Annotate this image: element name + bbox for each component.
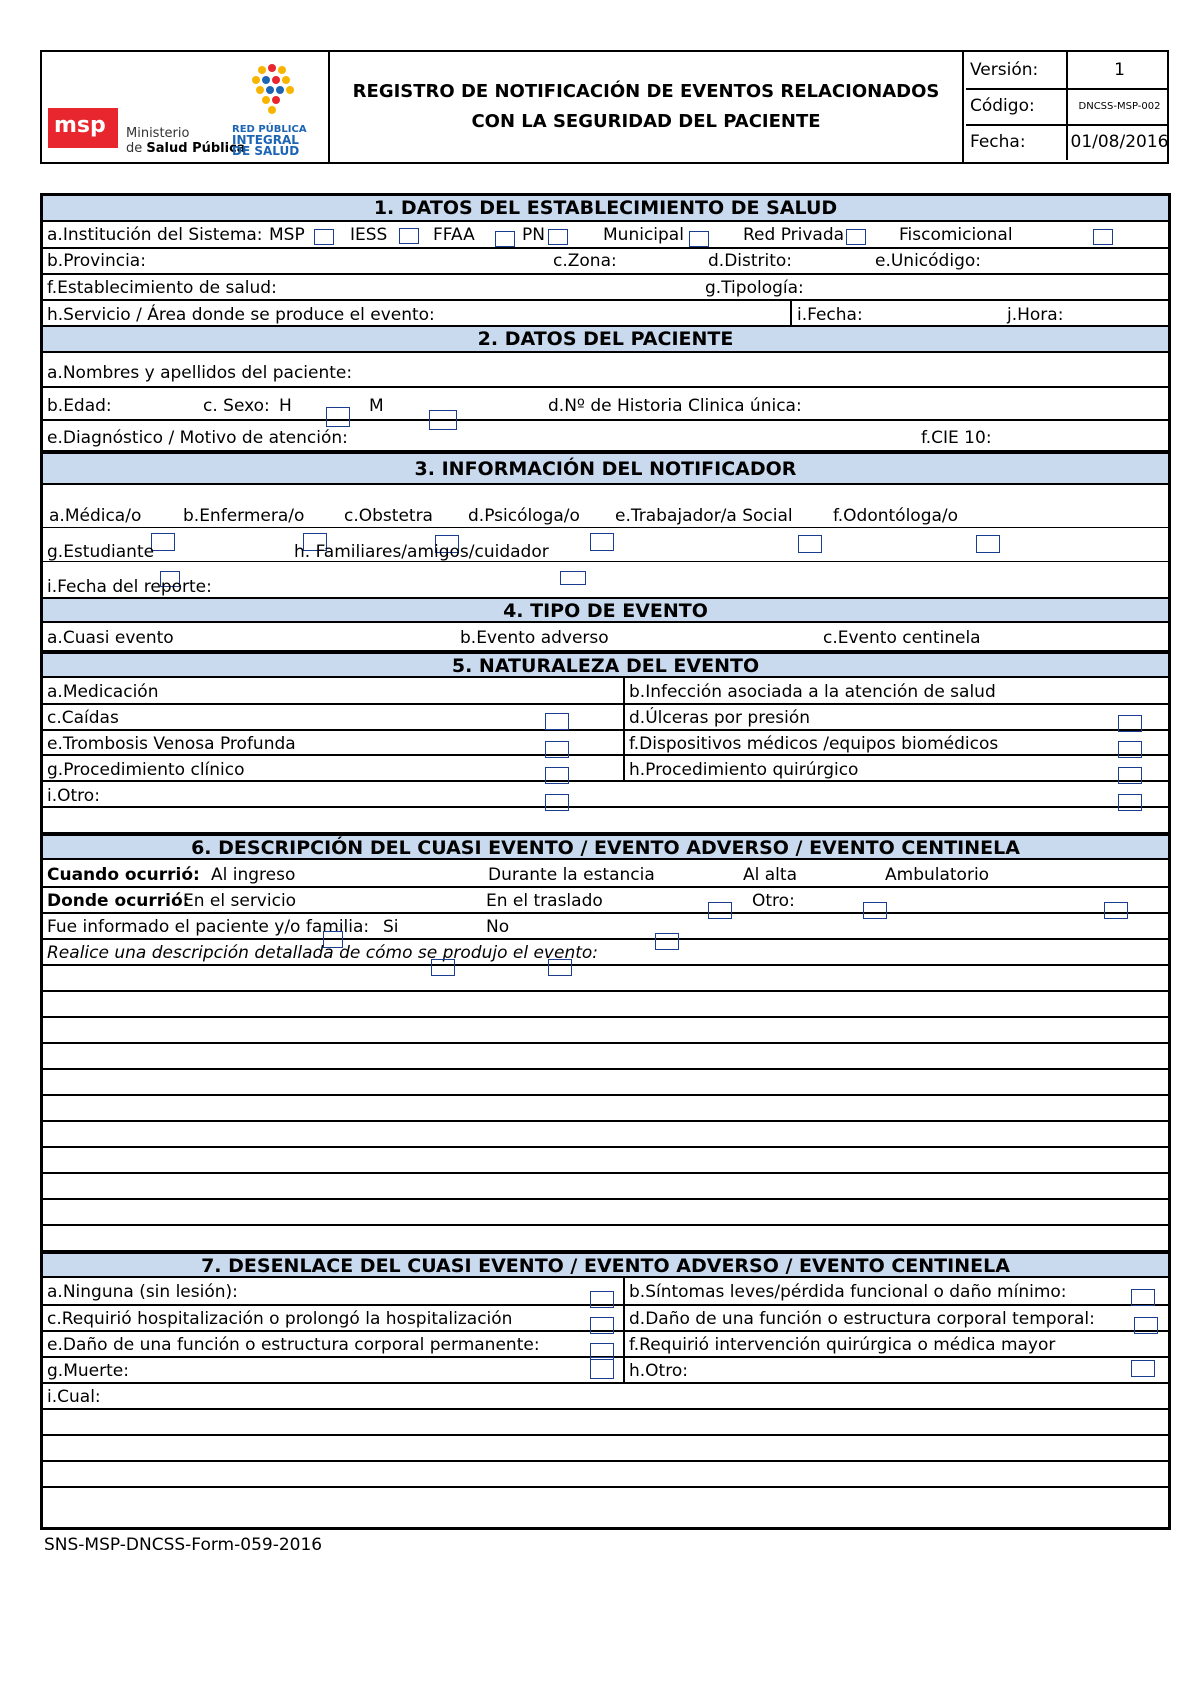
psicologa-label: d.Psicóloga/o xyxy=(468,506,580,526)
otro-desenlace-label: h.Otro: xyxy=(629,1361,688,1381)
cual-line-2[interactable] xyxy=(43,1434,1168,1462)
description-line-9[interactable] xyxy=(43,1172,1168,1200)
description-line-5[interactable] xyxy=(43,1068,1168,1096)
ulceras-label: d.Úlceras por presión xyxy=(629,708,811,728)
medica-label: a.Médica/o xyxy=(49,506,142,526)
sexo-h-label: H xyxy=(279,396,292,416)
fecha-label: i.Fecha: xyxy=(797,305,863,325)
establecimiento-label: f.Establecimiento de salud: xyxy=(47,278,277,298)
opt-iess-label: IESS xyxy=(350,225,388,245)
description-line-3[interactable] xyxy=(43,1016,1168,1044)
trombosis-label: e.Trombosis Venosa Profunda xyxy=(47,734,296,754)
section-4-header: 4. TIPO DE EVENTO xyxy=(43,597,1168,623)
nombres-label: a.Nombres y apellidos del paciente: xyxy=(47,363,353,383)
form-header xyxy=(40,50,1169,164)
trabajador-checkbox[interactable] xyxy=(798,535,822,553)
opt-pn-label: PN xyxy=(522,225,545,245)
opt-ffaa-checkbox[interactable] xyxy=(495,231,515,247)
description-line-4[interactable] xyxy=(43,1042,1168,1070)
fecha-reporte-label: i.Fecha del reporte: xyxy=(47,577,212,597)
description-line-1[interactable] xyxy=(43,964,1168,992)
muerte-checkbox[interactable] xyxy=(590,1357,614,1379)
sexo-label: c. Sexo: xyxy=(203,396,270,416)
zona-label: c.Zona: xyxy=(553,251,617,271)
red-line1: RED PÚBLICA xyxy=(232,124,307,135)
description-line-11[interactable] xyxy=(43,1224,1168,1252)
psicologa-checkbox[interactable] xyxy=(590,533,614,551)
row-fecha-reporte xyxy=(43,561,1168,597)
diagnostico-label: e.Diagnóstico / Motivo de atención: xyxy=(47,428,348,448)
edad-label: b.Edad: xyxy=(47,396,112,416)
servicio-label: h.Servicio / Área donde se produce el evento: xyxy=(47,305,435,325)
caidas-label: c.Caídas xyxy=(47,708,119,728)
red-publica-logo-icon xyxy=(242,60,302,118)
odontologa-checkbox[interactable] xyxy=(976,535,1000,553)
ministry-line2b: Salud Pública xyxy=(146,141,246,156)
cual-label: i.Cual: xyxy=(47,1387,101,1407)
permanente-label: e.Daño de una función o estructura corporal permanente: xyxy=(47,1335,540,1355)
infeccion-label: b.Infección asociada a la atención de salud xyxy=(629,682,996,702)
section-3-header: 3. INFORMACIÓN DEL NOTIFICADOR xyxy=(43,452,1168,485)
section-5-header: 5. NATURALEZA DEL EVENTO xyxy=(43,652,1168,678)
trabajador-label: e.Trabajador/a Social xyxy=(615,506,793,526)
row-naturaleza-otro xyxy=(43,780,1168,808)
al-ingreso-label: Al ingreso xyxy=(211,865,296,885)
row-naturaleza-1 xyxy=(43,678,1168,705)
adverso-label: b.Evento adverso xyxy=(460,628,609,648)
otro-donde-label: Otro: xyxy=(752,891,795,911)
red-line3: DE SALUD xyxy=(232,144,300,158)
row-naturaleza-blank xyxy=(43,806,1168,834)
cual-line-3[interactable] xyxy=(43,1460,1168,1488)
red-publica-text xyxy=(232,124,307,157)
ministry-name xyxy=(126,126,246,156)
opt-municipal-checkbox[interactable] xyxy=(689,231,709,247)
version-row xyxy=(966,52,1169,90)
opt-pn-checkbox[interactable] xyxy=(548,229,568,245)
procedimiento-label: g.Procedimiento clínico xyxy=(47,760,245,780)
en-servicio-label: En el servicio xyxy=(183,891,297,911)
si-label: Si xyxy=(383,917,399,937)
informado-label: Fue informado el paciente y/o familia: xyxy=(47,917,370,937)
dispositivos-label: f.Dispositivos médicos /equipos biomédicos xyxy=(629,734,999,754)
centinela-label: c.Evento centinela xyxy=(823,628,981,648)
cual-line-1[interactable] xyxy=(43,1408,1168,1436)
description-line-10[interactable] xyxy=(43,1198,1168,1226)
en-traslado-label: En el traslado xyxy=(486,891,603,911)
descripcion-label: Realice una descripción detallada de cómo se produjo el evento: xyxy=(47,943,599,963)
ambulatorio-label: Ambulatorio xyxy=(885,865,990,885)
date-row xyxy=(966,124,1169,160)
quirurgico-label: h.Procedimiento quirúrgico xyxy=(629,760,859,780)
section-2-header: 2. DATOS DEL PACIENTE xyxy=(43,327,1168,353)
medica-checkbox[interactable] xyxy=(151,533,175,551)
servicio-divider xyxy=(790,301,792,327)
ministry-line2 xyxy=(126,141,246,156)
opt-municipal-label: Municipal xyxy=(603,225,684,245)
notification-form xyxy=(40,193,1171,1530)
opt-msp-checkbox[interactable] xyxy=(314,229,334,245)
description-line-6[interactable] xyxy=(43,1094,1168,1122)
code-row xyxy=(966,88,1169,126)
estudiante-label: g.Estudiante xyxy=(47,542,155,562)
msp-logo-text: msp xyxy=(54,113,106,138)
no-label: No xyxy=(486,917,510,937)
cuando-label: Cuando ocurrió: xyxy=(47,865,200,885)
medicacion-checkbox[interactable] xyxy=(545,713,569,730)
sexo-m-label: M xyxy=(369,396,384,416)
msp-logo xyxy=(48,108,118,148)
cuasi-label: a.Cuasi evento xyxy=(47,628,174,648)
enfermera-label: b.Enfermera/o xyxy=(183,506,305,526)
cie-label: f.CIE 10: xyxy=(921,428,992,448)
code-label: Código: xyxy=(970,96,1035,116)
odontologa-label: f.Odontóloga/o xyxy=(833,506,959,526)
row-notificador-sep xyxy=(43,522,1168,528)
historia-label: d.Nº de Historia Clinica única: xyxy=(548,396,802,416)
institucion-label: a.Institución del Sistema: xyxy=(47,225,263,245)
intervencion-label: f.Requirió intervención quirúrgica o médica mayor xyxy=(629,1335,1056,1355)
logo-area xyxy=(42,52,330,162)
section-6-header: 6. DESCRIPCIÓN DEL CUASI EVENTO / EVENTO ADVERSO / EVENTO CENTINELA xyxy=(43,834,1168,860)
distrito-label: d.Distrito: xyxy=(708,251,793,271)
description-line-7[interactable] xyxy=(43,1120,1168,1148)
description-line-8[interactable] xyxy=(43,1146,1168,1174)
familiares-label: h. Familiares/amigos/cuidador xyxy=(294,542,549,562)
ninguna-label: a.Ninguna (sin lesión): xyxy=(47,1282,238,1302)
durante-label: Durante la estancia xyxy=(488,865,655,885)
al-alta-label: Al alta xyxy=(743,865,797,885)
ministry-line1: Ministerio xyxy=(126,126,190,141)
medicacion-label: a.Medicación xyxy=(47,682,159,702)
tipologia-label: g.Tipología: xyxy=(705,278,804,298)
version-value: 1 xyxy=(1066,52,1171,88)
section-1-header: 1. DATOS DEL ESTABLECIMIENTO DE SALUD xyxy=(43,196,1168,222)
opt-msp-label: MSP xyxy=(269,225,305,245)
temporal-label: d.Daño de una función o estructura corporal temporal: xyxy=(629,1309,1095,1329)
row-cual xyxy=(43,1382,1168,1410)
hospitalizacion-label: c.Requirió hospitalización o prolongó la hospitalización xyxy=(47,1309,513,1329)
muerte-label: g.Muerte: xyxy=(47,1361,129,1381)
donde-label: Donde ocurrió: xyxy=(47,891,190,911)
date-value: 01/08/2016 xyxy=(1066,124,1171,160)
otro-naturaleza-label: i.Otro: xyxy=(47,786,100,806)
hora-label: j.Hora: xyxy=(1007,305,1064,325)
description-line-2[interactable] xyxy=(43,990,1168,1018)
opt-redprivada-label: Red Privada xyxy=(743,225,845,245)
otro-desenlace-checkbox[interactable] xyxy=(1131,1360,1155,1377)
version-label: Versión: xyxy=(970,60,1039,80)
opt-ffaa-label: FFAA xyxy=(433,225,475,245)
obstetra-label: c.Obstetra xyxy=(344,506,433,526)
red-line2: INTEGRAL xyxy=(232,133,299,147)
date-label: Fecha: xyxy=(970,132,1026,152)
opt-fiscomicional-label: Fiscomicional xyxy=(899,225,1013,245)
ministry-line2a: de xyxy=(126,141,147,156)
opt-redprivada-checkbox[interactable] xyxy=(846,229,866,245)
row-naturaleza-2 xyxy=(43,703,1168,731)
opt-iess-checkbox[interactable] xyxy=(399,228,419,244)
opt-fiscomicional-checkbox[interactable] xyxy=(1093,229,1113,245)
code-value: DNCSS-MSP-002 xyxy=(1066,88,1171,124)
section-7-header: 7. DESENLACE DEL CUASI EVENTO / EVENTO ADVERSO / EVENTO CENTINELA xyxy=(43,1252,1168,1278)
form-title: REGISTRO DE NOTIFICACIÓN DE EVENTOS RELACIONADOS CON LA SEGURIDAD DEL PACIENTE xyxy=(330,52,964,162)
unicodigo-label: e.Unicódigo: xyxy=(875,251,981,271)
form-code-footer: SNS-MSP-DNCSS-Form-059-2016 xyxy=(44,1535,323,1555)
provincia-label: b.Provincia: xyxy=(47,251,146,271)
sintomas-label: b.Síntomas leves/pérdida funcional o daño mínimo: xyxy=(629,1282,1067,1302)
